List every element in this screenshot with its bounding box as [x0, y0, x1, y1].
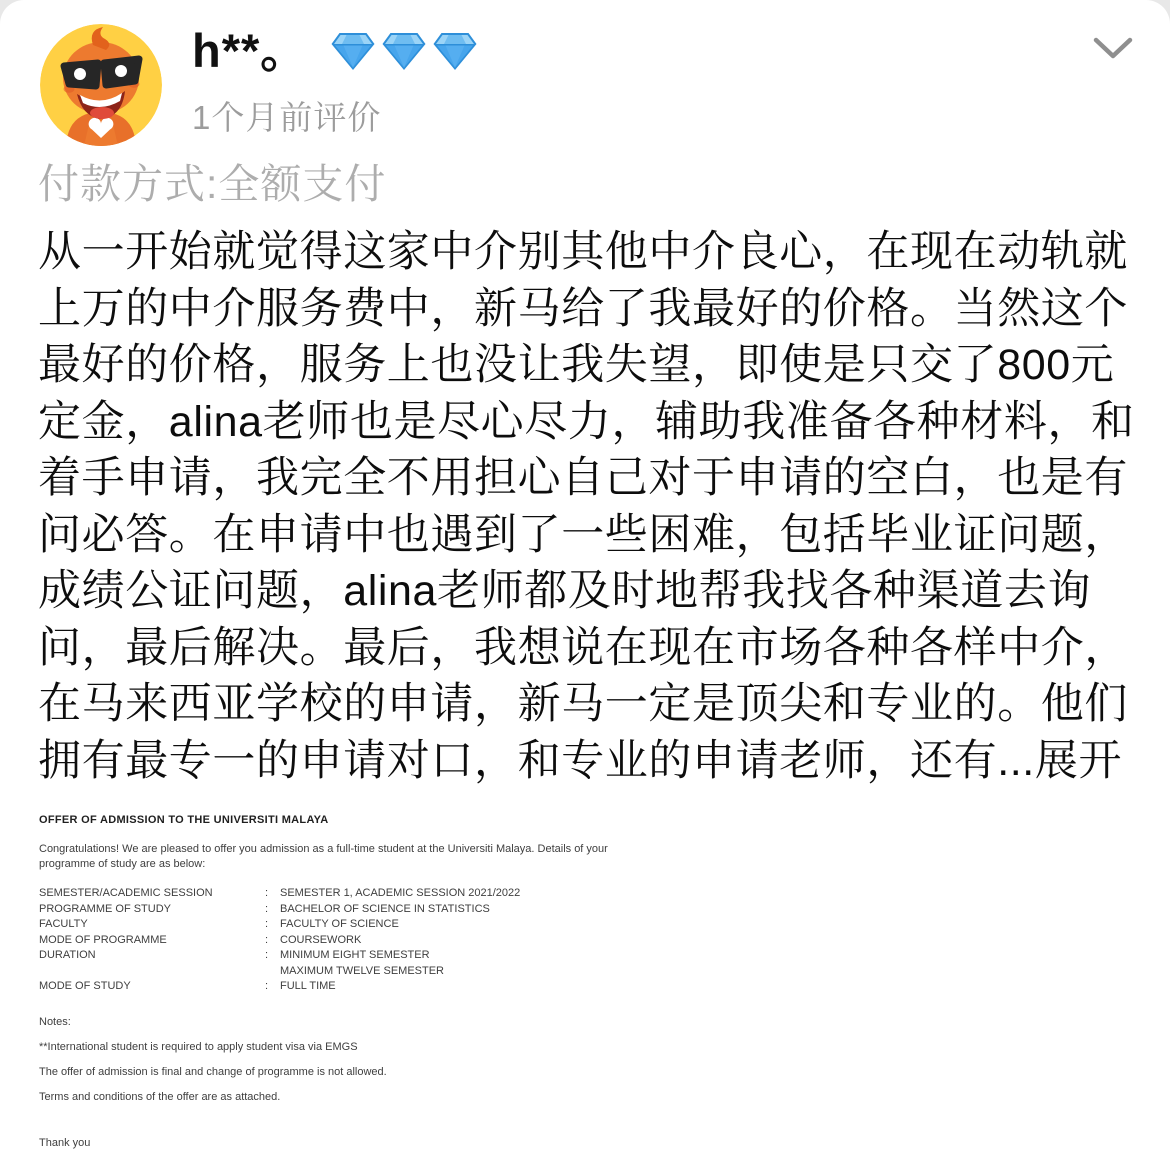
avatar [40, 24, 162, 146]
doc-row-value: SEMESTER 1, ACADEMIC SESSION 2021/2022 [280, 887, 521, 899]
doc-row-value: FACULTY OF SCIENCE [280, 918, 399, 930]
review-line: 在马来西亚学校的申请，新马一定是顶尖和专业的。他们 [38, 680, 1128, 728]
doc-note: Terms and conditions of the offer are as attached. [39, 1090, 281, 1103]
doc-row [39, 948, 689, 964]
doc-row-value: COURSEWORK [280, 933, 362, 946]
doc-row-colon: : [265, 980, 269, 992]
doc-row [39, 917, 689, 933]
chevron-down-icon [1093, 36, 1133, 60]
doc-row-label: MODE OF STUDY [39, 980, 131, 992]
expand-link[interactable]: 展开 [1034, 736, 1123, 785]
doc-row-colon: : [265, 918, 269, 930]
diamond-icon [381, 32, 427, 72]
doc-title: OFFER OF ADMISSION TO THE UNIVERSITI MALAYA [39, 814, 329, 826]
doc-row-value: MINIMUM EIGHT SEMESTER [280, 949, 430, 961]
doc-closing: Thank you [39, 1136, 91, 1149]
doc-row-label: MODE OF PROGRAMME [39, 933, 167, 946]
user-level-diamonds [330, 32, 478, 72]
review-line [38, 733, 1135, 790]
doc-row-value: MAXIMUM TWELVE SEMESTER [280, 964, 445, 977]
review-line: 最好的价格，服务上也没让我失望，即使是只交了800元 [38, 341, 1115, 389]
review-line: 上万的中介服务费中，新马给了我最好的价格。当然这个 [38, 284, 1128, 333]
doc-table [39, 886, 689, 995]
doc-intro-line: Congratulations! We are pleased to offer you admission as a full-time student at the Universiti Malaya. Details of your [39, 843, 608, 855]
doc-notes-label: Notes: [39, 1015, 71, 1028]
doc-row-colon: : [265, 949, 269, 961]
doc-row-label: DURATION [39, 949, 96, 961]
diamond-icon [432, 32, 478, 72]
username: h**。 [192, 24, 309, 77]
doc-row-value: FULL TIME [280, 980, 336, 992]
doc-row-label: PROGRAMME OF STUDY [39, 902, 172, 915]
attachment-image[interactable] [39, 814, 689, 1150]
doc-row-value: BACHELOR OF SCIENCE IN STATISTICS [280, 902, 490, 915]
doc-note: **International student is required to apply student visa via EMGS [39, 1040, 358, 1053]
doc-row-colon: : [265, 902, 269, 915]
review-line: 问，最后解决。最后，我想说在现在市场各种各样中介， [38, 623, 1128, 672]
user-header [192, 24, 478, 78]
doc-row [39, 886, 689, 902]
doc-row-label [39, 964, 265, 980]
review-text [38, 224, 1135, 789]
doc-row-label: SEMESTER/ACADEMIC SESSION [39, 887, 213, 899]
doc-row-colon: : [265, 887, 269, 899]
review-line: 定金，alina老师也是尽心尽力，辅助我准备各种材料，和 [38, 397, 1135, 446]
doc-intro [39, 842, 689, 872]
review-time: 1个月前评价 [192, 99, 382, 136]
doc-intro-line: programme of study are as below: [39, 858, 206, 870]
review-line: 成绩公证问题，alina老师都及时地帮我找各种渠道去询 [38, 567, 1092, 615]
review-line: 问必答。在申请中也遇到了一些困难，包括毕业证问题， [38, 510, 1128, 559]
diamond-icon [330, 32, 376, 72]
doc-row [39, 979, 689, 995]
doc-row-colon [265, 964, 280, 980]
payment-method-label: 付款方式:全额支付 [38, 161, 387, 207]
review-line: 着手申请，我完全不用担心自己对于申请的空白，也是有 [38, 454, 1128, 502]
doc-row [39, 933, 689, 949]
doc-note: The offer of admission is final and change of programme is not allowed. [39, 1065, 387, 1078]
avatar-illustration [40, 24, 162, 146]
doc-row [39, 902, 689, 918]
collapse-button[interactable] [1089, 28, 1137, 68]
review-line: 从一开始就觉得这家中介别其他中介良心，在现在动轨就 [38, 228, 1128, 276]
doc-row-label: FACULTY [39, 918, 88, 930]
review-line-text: 拥有最专一的申请对口，和专业的申请老师，还有... [38, 736, 1035, 785]
doc-row-continuation [39, 964, 689, 980]
doc-row-colon: : [265, 933, 269, 946]
